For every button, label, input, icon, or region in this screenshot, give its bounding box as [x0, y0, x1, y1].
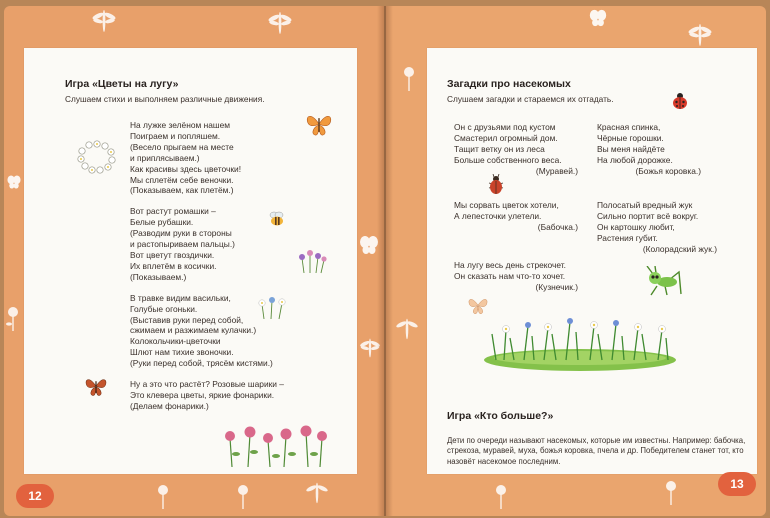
dragonfly-icon — [394, 316, 420, 342]
riddle-line: Мы сорвать цветок хотели, — [454, 200, 559, 210]
page-subtitle: Слушаем стихи и выполняем различные движения. — [65, 94, 265, 104]
poem-line: (Показываем, как плетём.) — [130, 185, 234, 196]
riddle-line: Растения губит. — [597, 232, 658, 243]
grasshopper-icon — [643, 266, 683, 296]
riddle — [454, 122, 578, 177]
poem — [130, 120, 284, 412]
clover-icon — [492, 484, 510, 510]
poem-line: Мы сплетём себе веночки. — [130, 174, 234, 185]
poem-line: Белые рубашки. — [130, 217, 194, 228]
dragonfly-icon — [90, 8, 118, 34]
meadow-icon — [482, 316, 678, 372]
page-subtitle: Слушаем загадки и стараемся их отгадать. — [447, 94, 614, 104]
butterfly-icon — [467, 296, 489, 316]
clover-icon — [234, 484, 252, 510]
beetle-icon — [485, 174, 507, 196]
butterfly-icon — [6, 174, 22, 190]
section-text: Дети по очереди называют насекомых, которые им известны. Например: бабочка, стрекоза, муравей, муха, божья коровка, пчела и др. Победителем станет тот, кто назовёт насекомое последним. — [447, 435, 746, 466]
left-page — [4, 6, 384, 516]
poem-line: Голубые огоньки. — [130, 303, 198, 314]
poem-line: На лужке зелёном нашем — [130, 120, 231, 130]
riddle-line: Больше собственного веса. — [454, 154, 562, 165]
riddle-line: На лугу весь день стрекочет. — [454, 260, 566, 270]
poem-line: Вот цветут гвоздички. — [130, 249, 215, 260]
poem-line: (Показываем.) — [130, 271, 187, 282]
dragonfly-icon — [686, 22, 714, 48]
clover-icon — [154, 484, 172, 510]
flowers-icon — [256, 296, 290, 320]
riddle-line: Тащит ветку он из леса — [454, 143, 545, 154]
poem-line: (Выставив руки перед собой, — [130, 314, 244, 325]
dragonfly-icon — [304, 480, 330, 506]
flowers-icon — [296, 248, 328, 274]
page-title: Загадки про насекомых — [447, 78, 571, 90]
poem-line: Вот растут ромашки – — [130, 206, 216, 217]
poem-line: Как красивы здесь цветочки! — [130, 163, 242, 174]
page-number: 13 — [718, 472, 756, 496]
riddle-line: Он сказать нам что-то хочет. — [454, 270, 566, 281]
riddle-line: Красная спинка, — [597, 122, 661, 132]
right-page — [386, 6, 766, 516]
clover-flowers-icon — [220, 424, 332, 468]
riddle-answer: (Бабочка.) — [537, 221, 578, 232]
riddle — [454, 260, 578, 293]
left-content-panel — [24, 48, 357, 474]
poem-line: (Весело прыгаем на месте — [130, 141, 234, 152]
riddle-answer: (Колорадский жук.) — [642, 243, 717, 254]
book-gutter — [377, 6, 393, 516]
butterfly-icon — [84, 376, 108, 398]
poem-line: Колокольчики-цветочки — [130, 336, 221, 347]
poem-line: Шлют нам тихие звоночки. — [130, 347, 234, 358]
bee-icon — [267, 210, 287, 228]
page-number: 12 — [16, 484, 54, 508]
poem-line: (Руки перед собой, трясём кистями.) — [130, 358, 273, 369]
riddle — [597, 122, 701, 177]
riddle-answer: (Божья коровка.) — [635, 165, 701, 176]
riddle-line: На любой дорожке. — [597, 154, 673, 165]
poem-line: Это клевера цветы, яркие фонарики. — [130, 389, 275, 400]
riddle-line: А лепесточки улетели. — [454, 210, 542, 221]
poem-line: и приплясываем.) — [130, 152, 200, 163]
riddle-line: Он с друзьями под кустом — [454, 122, 556, 132]
dragonfly-icon — [266, 10, 294, 36]
riddle-answer: (Муравей.) — [535, 165, 578, 176]
clover-icon — [400, 66, 418, 92]
riddle — [597, 200, 717, 255]
wreath-icon — [76, 140, 118, 174]
poem-line: Ну а это что растёт? Розовые шарики – — [130, 379, 284, 390]
riddle-line: Вы меня найдёте — [597, 143, 665, 154]
clover-icon — [4, 306, 22, 332]
butterfly-icon — [305, 112, 333, 138]
poem-line: (Разводим руки в стороны — [130, 228, 232, 239]
poem-line: (Делаем фонарики.) — [130, 400, 209, 411]
riddle-line: Сильно портит всё вокруг. — [597, 210, 699, 221]
riddle-line: Смастерил огромный дом. — [454, 132, 558, 143]
riddle-line: Полосатый вредный жук — [597, 200, 693, 210]
riddle-line: Он картошку любит, — [597, 221, 675, 232]
clover-icon — [662, 480, 680, 506]
ladybug-icon — [671, 92, 689, 110]
poem-line: сжимаем и разжимаем кулачки.) — [130, 325, 257, 336]
riddle-answer: (Кузнечик.) — [535, 281, 578, 292]
riddle-line: Чёрные горошки. — [597, 132, 664, 143]
poem-line: Поиграем и попляшем. — [130, 130, 221, 141]
poem-line: и растопыриваем пальцы.) — [130, 239, 235, 250]
riddle — [454, 200, 578, 233]
section-title: Игра «Кто больше?» — [447, 410, 554, 422]
poem-line: Их вплетём в косички. — [130, 260, 217, 271]
right-content-panel — [427, 48, 757, 474]
poem-line: В травке видим васильки, — [130, 292, 231, 303]
page-title: Игра «Цветы на лугу» — [65, 78, 179, 90]
butterfly-icon — [588, 8, 608, 28]
